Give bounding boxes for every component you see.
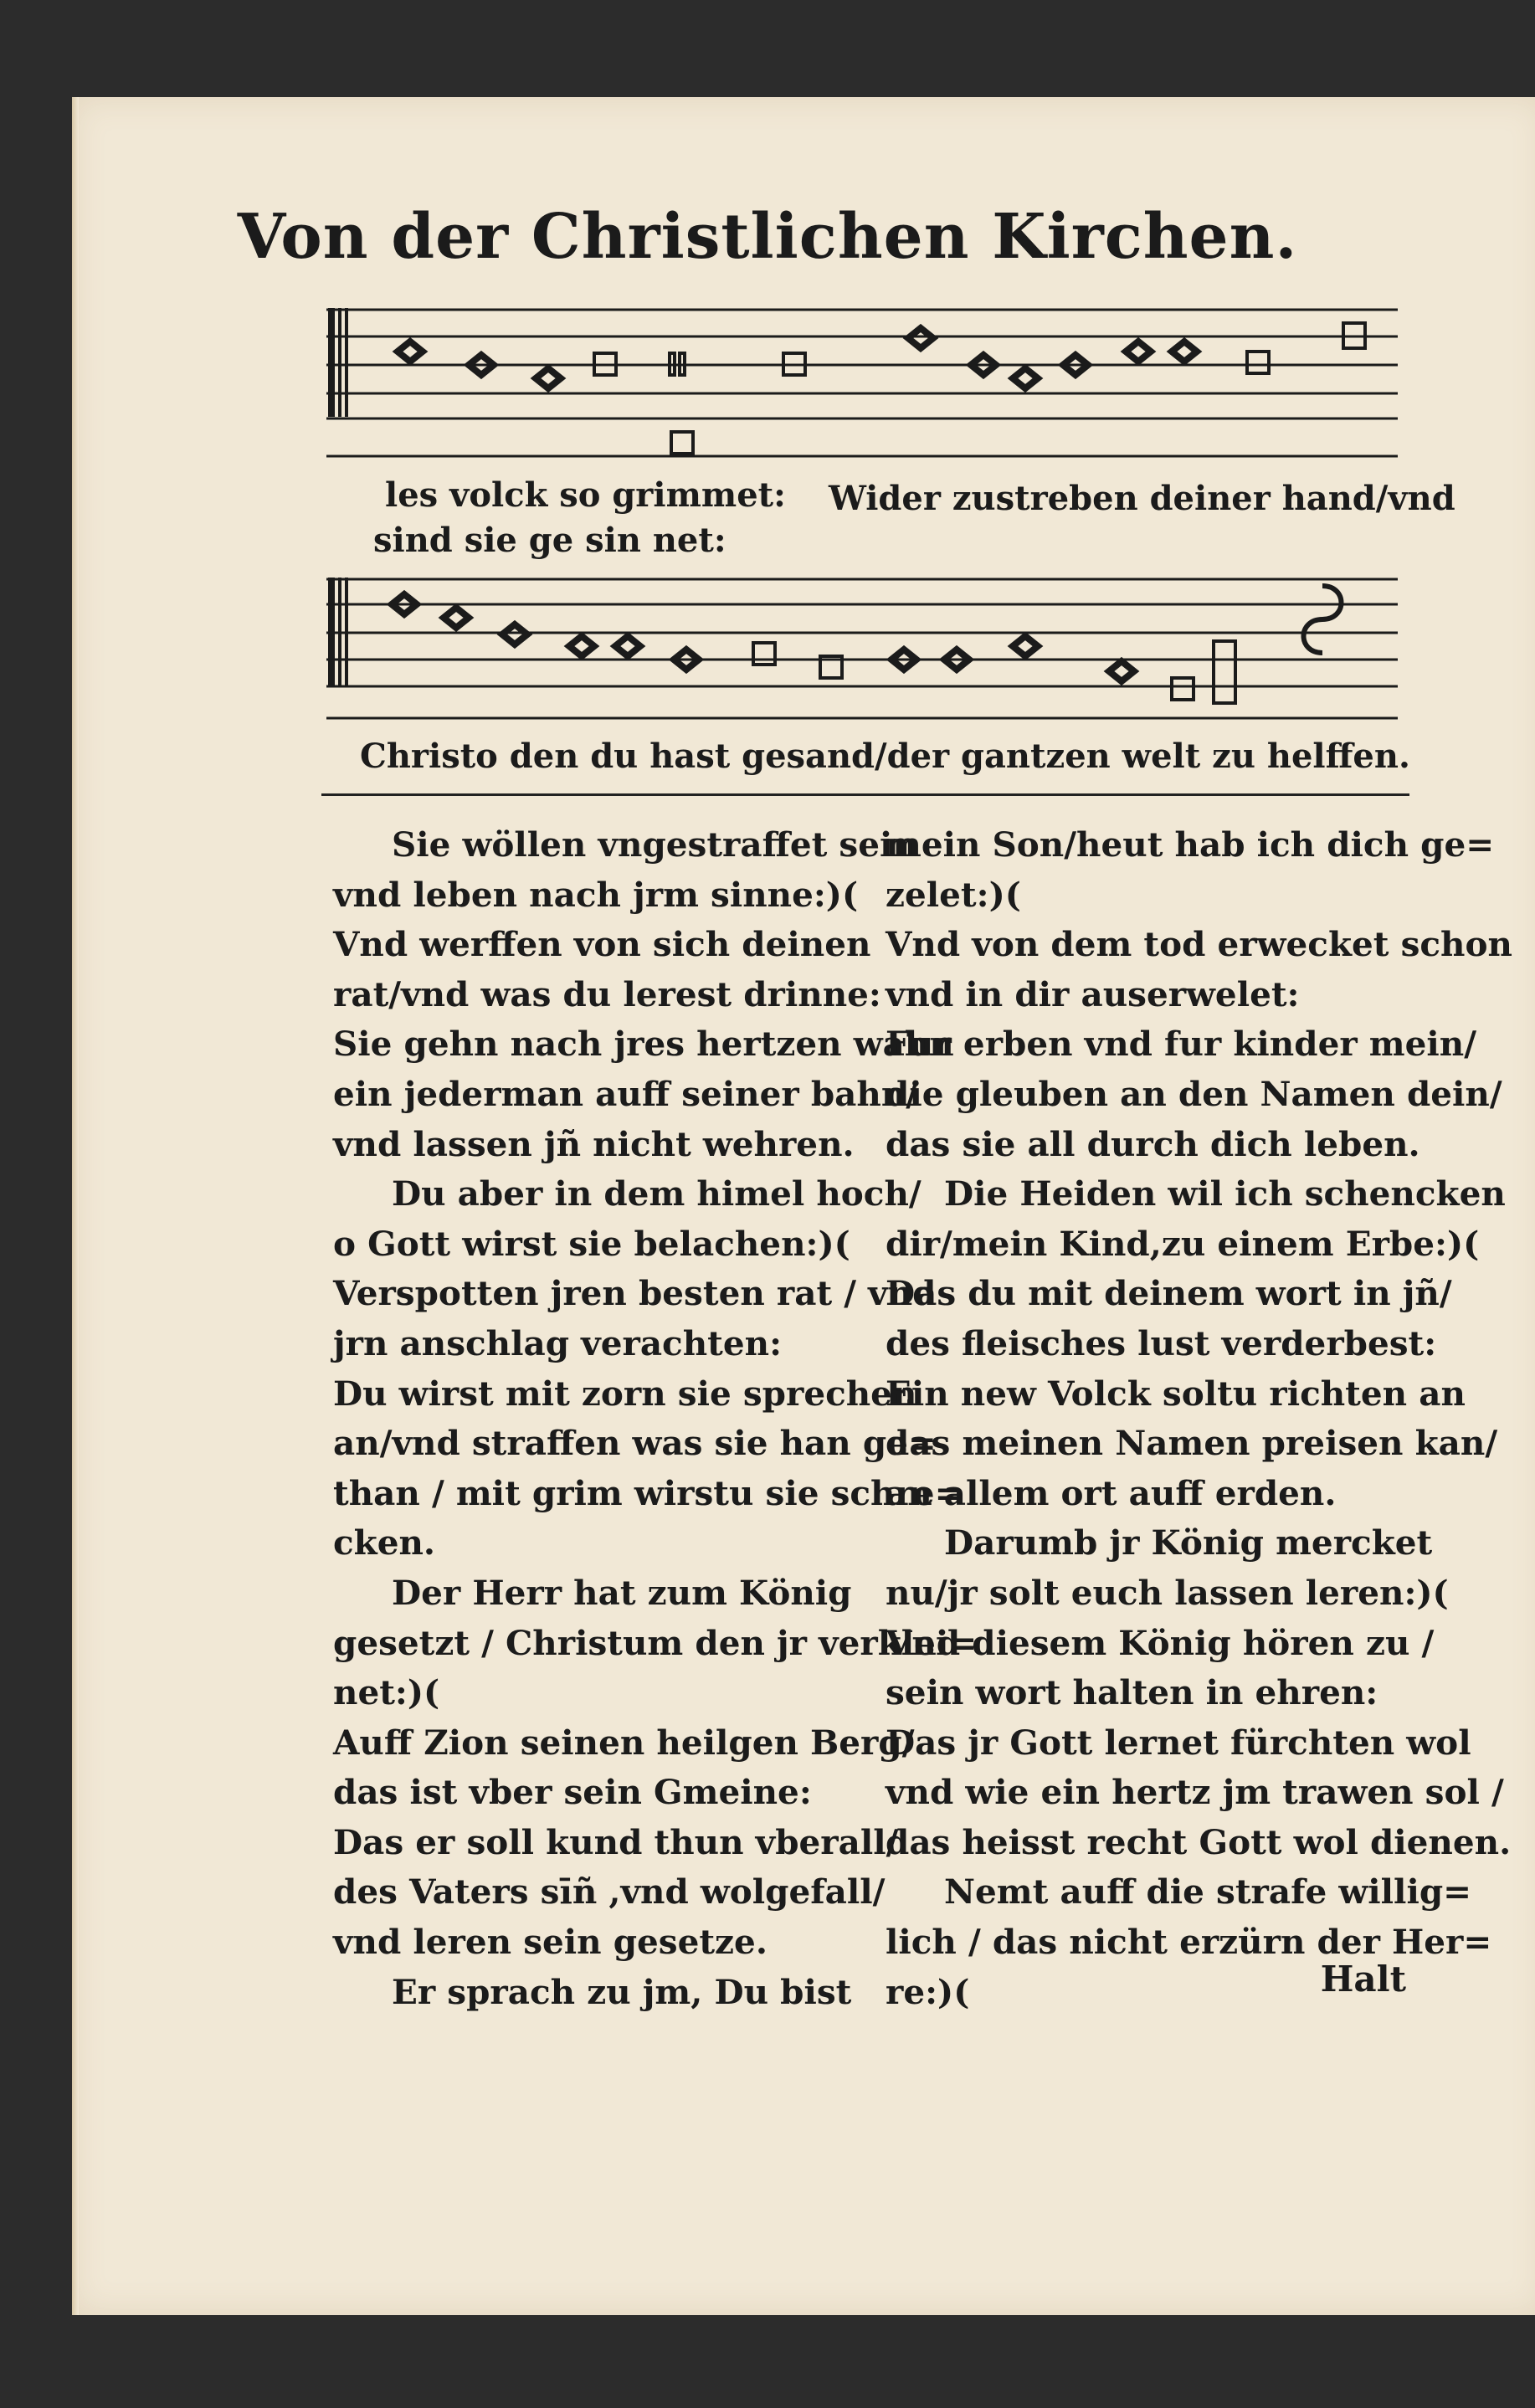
text-line: Vnd von dem tod erwecket schon (886, 924, 1512, 965)
text-line: Das du mit deinem wort in jñ/ (886, 1273, 1452, 1314)
text-line: gesetzt / Christum den jr verklei= (333, 1622, 978, 1663)
text-line: re:)( (886, 1971, 970, 2012)
text-line: Die Heiden wil ich schencken (944, 1173, 1506, 1214)
text-line: zelet:)( (886, 874, 1021, 915)
text-line: rat/vnd was du lerest drinne: (333, 973, 881, 1014)
text-line: Sie gehn nach jres hertzen wahn (333, 1024, 954, 1065)
right-column (886, 820, 1512, 2017)
lyric-staff1-left-2: sind sie ge sin net: (373, 521, 726, 560)
text-line: jrn anschlag verachten: (333, 1322, 783, 1363)
text-line: Vnd werffen von sich deinen (333, 924, 871, 965)
catchword: Halt (1320, 1959, 1406, 2000)
lyric-staff1-left-1: les volck so grimmet: (385, 475, 786, 515)
text-line: Du aber in dem himel hoch/ (392, 1173, 922, 1214)
text-line: nu/jr solt euch lassen leren:)( (886, 1572, 1449, 1613)
lyric-staff2: Christo den du hast gesand/der gantzen welt zu helffen. (360, 737, 1410, 776)
text-line: cken. (333, 1522, 436, 1563)
text-line: das heisst recht Gott wol dienen. (886, 1821, 1512, 1862)
text-line: mein Son/heut hab ich dich ge= (886, 824, 1495, 865)
text-line: o Gott wirst sie belachen:)( (333, 1223, 850, 1264)
text-line: Du wirst mit zorn sie sprechen (333, 1373, 917, 1414)
lyric-staff1-right: Wider zustreben deiner hand/vnd (829, 479, 1455, 518)
text-line: die gleuben an den Namen dein/ (886, 1073, 1502, 1114)
text-line: vnd leren sein gesetze. (333, 1922, 768, 1963)
text-line: vnd in dir auserwelet: (886, 973, 1300, 1014)
text-line: Das er soll kund thun vberall/ (333, 1821, 899, 1862)
text-line: Er sprach zu jm, Du bist (392, 1971, 852, 2012)
text-line: net:)( (333, 1672, 440, 1713)
text-line: an allem ort auff erden. (886, 1472, 1337, 1513)
text-line: Sie wöllen vngestraffet sein (392, 824, 917, 865)
text-line: das ist vber sein Gmeine: (333, 1772, 812, 1813)
text-line: Auff Zion seinen heilgen Berg/ (333, 1722, 915, 1763)
page-heading: Von der Christlichen Kirchen. (237, 201, 1298, 273)
text-line: des Vaters sīñ ,vnd wolgefall/ (333, 1871, 886, 1913)
text-line: Verspotten jren besten rat / vnd (333, 1273, 937, 1314)
music-staff-1 (318, 285, 1406, 469)
text-line: Der Herr hat zum König (392, 1572, 852, 1613)
text-line: vnd wie ein hertz jm trawen sol / (886, 1772, 1504, 1813)
text-line: lich / das nicht erzürn der Her= (886, 1922, 1492, 1963)
text-line: an/vnd straffen was sie han ge= (333, 1423, 937, 1464)
text-line: vnd leben nach jrm sinne:)( (333, 874, 859, 915)
text-line: Nemt auff die strafe willig= (944, 1871, 1472, 1913)
text-line: Vnd diesem König hören zu / (886, 1622, 1435, 1663)
text-line: des fleisches lust verderbest: (886, 1322, 1437, 1363)
text-line: das meinen Namen preisen kan/ (886, 1423, 1498, 1464)
music-staff-2 (318, 561, 1406, 737)
text-line: sein wort halten in ehren: (886, 1672, 1378, 1713)
text-line: Das jr Gott lernet fürchten wol (886, 1722, 1471, 1763)
page-edge (72, 97, 79, 2315)
text-line: Ein new Volck soltu richten an (886, 1373, 1466, 1414)
text-line: ein jederman auff seiner bahn/ (333, 1073, 919, 1114)
text-line: dir/mein Kind,zu einem Erbe:)( (886, 1223, 1480, 1264)
text-line: Darumb jr König mercket (944, 1522, 1433, 1563)
text-line: Fur erben vnd fur kinder mein/ (886, 1024, 1477, 1065)
section-divider (321, 793, 1409, 796)
text-line: das sie all durch dich leben. (886, 1123, 1420, 1164)
text-line: than / mit grim wirstu sie schre= (333, 1472, 963, 1513)
text-line: vnd lassen jñ nicht wehren. (333, 1123, 855, 1164)
